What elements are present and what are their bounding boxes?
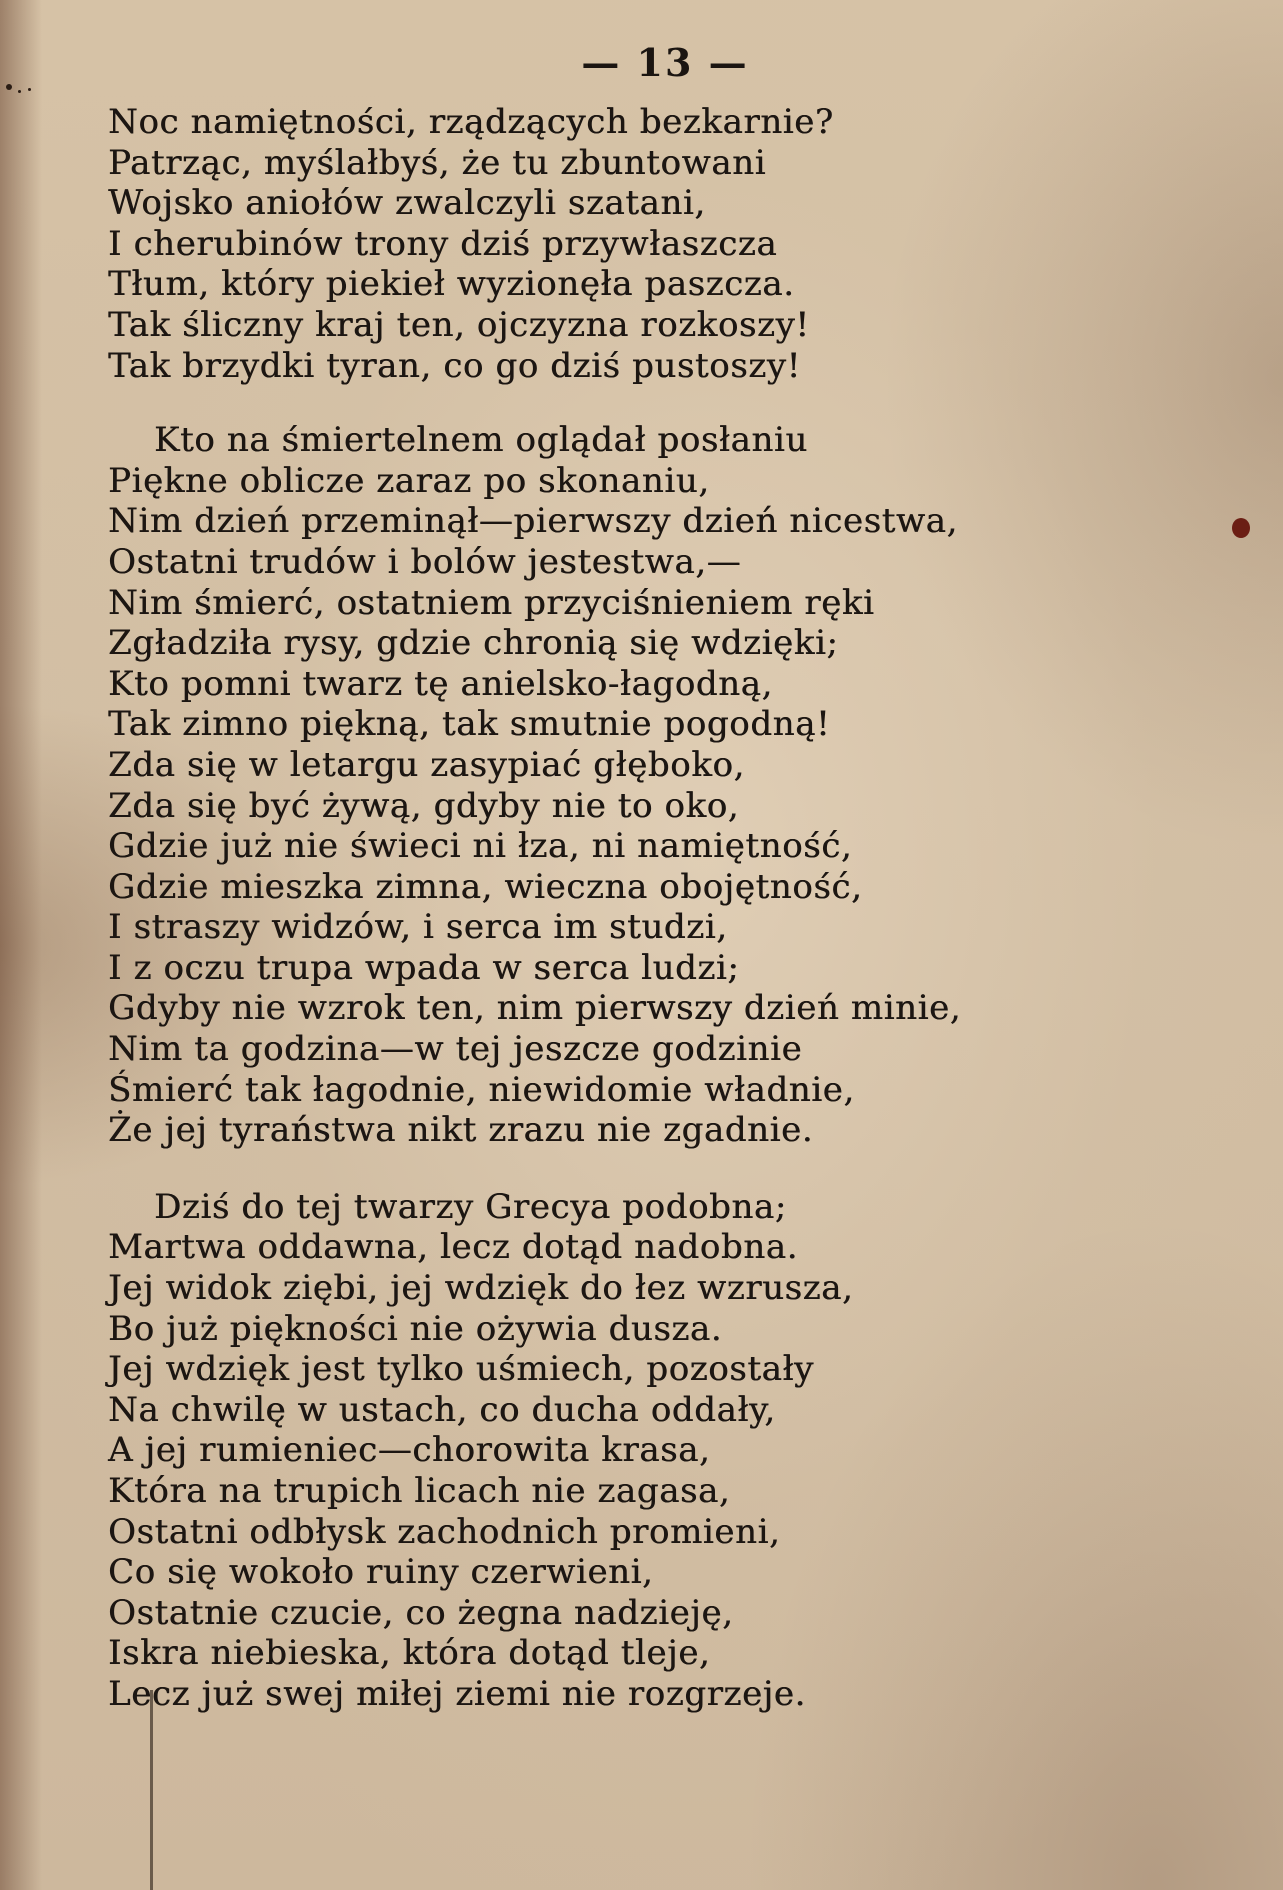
poem-line: Noc namiętności, rządzących bezkarnie? [108,102,834,142]
stanza [108,1187,1108,1715]
page-number: — 13 — [581,40,749,85]
ink-speck [6,84,12,90]
poem-line: Patrząc, myślałbyś, że tu zbuntowani [108,142,767,183]
poem-line: Ostatnie czucie, co żegna nadzieję, [108,1592,734,1633]
poem-line: Wojsko aniołów zwalczyli szatani, [108,183,706,224]
poem-line: Że jej tyraństwa nikt zrazu nie zgadnie. [108,1110,814,1151]
poem-line: Tak zimno piękną, tak smutnie pogodną! [108,704,831,745]
stain-mark [1232,518,1250,538]
poem-line: I z oczu trupa wpada w serca ludzi; [108,947,740,988]
poem-line: Tłum, który piekieł wyzionęła paszcza. [108,264,795,305]
poem-text [108,102,1108,1749]
poem-line: Martwa oddawna, lecz dotąd nadobna. [108,1227,798,1268]
poem-line: Ostatni odbłysk zachodnich promieni, [108,1511,781,1552]
poem-line: Kto na śmiertelnem oglądał posłaniu [154,420,808,461]
page-shadow-edge [0,0,42,1890]
poem-line: Gdzie już nie świeci ni łza, ni namiętność, [108,826,853,867]
poem-line: Tak brzydki tyran, co go dziś pustoszy! [108,345,801,386]
poem-line: Jej widok ziębi, jej wdzięk do łez wzrusza, [108,1268,854,1309]
ink-speck [28,88,31,91]
poem-line: Nim śmierć, ostatniem przyciśnieniem ręki [108,582,875,623]
stanza [108,420,1108,1151]
poem-line: Jej wdzięk jest tylko uśmiech, pozostały [108,1349,814,1390]
poem-line: Ostatni trudów i bolów jestestwa,— [108,541,742,582]
poem-line: Gdzie mieszka zimna, wieczna obojętność, [108,866,863,907]
poem-line: Śmierć tak łagodnie, niewidomie władnie, [108,1069,855,1110]
poem-line: Tak śliczny kraj ten, ojczyzna rozkoszy! [108,304,810,345]
poem-line: Zda się w letargu zasypiać głęboko, [108,744,745,785]
poem-line: Piękne oblicze zaraz po skonaniu, [108,460,710,501]
poem-line: Co się wokoło ruiny czerwieni, [108,1552,654,1593]
stanza [108,102,1108,386]
poem-line: Kto pomni twarz tę anielsko-łagodną, [108,663,773,704]
poem-line: A jej rumieniec—chorowita krasa, [108,1430,711,1471]
poem-line: Lecz już swej miłej ziemi nie rozgrzeje. [108,1673,806,1714]
ink-speck [18,90,21,93]
poem-line: Zgładziła rysy, gdzie chronią się wdzięki; [108,623,839,664]
poem-line: Która na trupich licach nie zagasa, [108,1471,731,1511]
poem-line: Nim dzień przeminął—pierwszy dzień nicestwa, [108,501,958,542]
poem-line: Dziś do tej twarzy Grecya podobna; [154,1186,787,1227]
poem-line: Na chwilę w ustach, co ducha oddały, [108,1389,776,1430]
poem-line: I cherubinów trony dziś przywłaszcza [108,223,778,264]
poem-line: Bo już piękności nie ożywia dusza. [108,1308,723,1349]
poem-line: I straszy widzów, i serca im studzi, [108,907,728,948]
poem-line: Nim ta godzina—w tej jeszcze godzinie [108,1029,803,1070]
poem-line: Zda się być żywą, gdyby nie to oko, [108,785,740,826]
poem-line: Gdyby nie wzrok ten, nim pierwszy dzień minie, [108,988,962,1029]
poem-line: Iskra niebieska, która dotąd tleje, [108,1633,711,1674]
